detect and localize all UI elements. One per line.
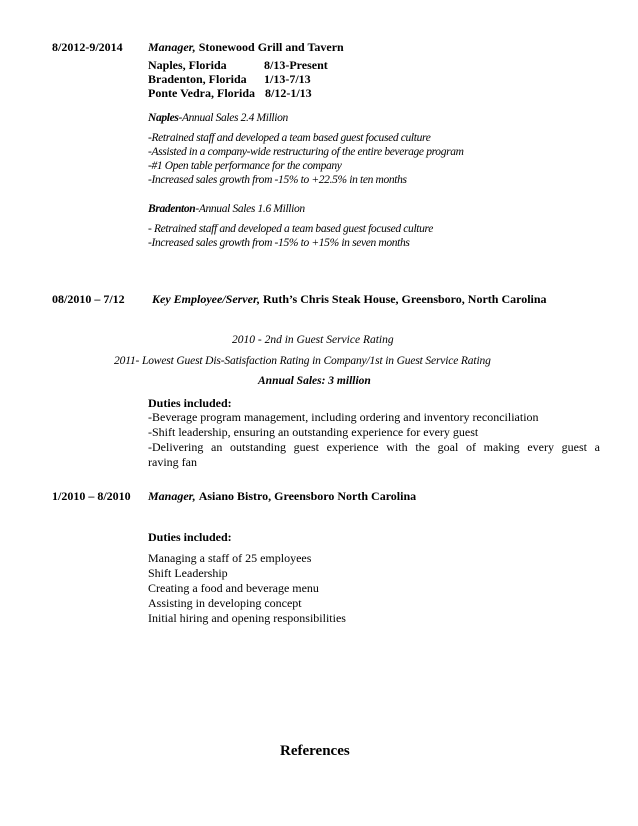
location-city: Bradenton, Florida bbox=[148, 72, 247, 86]
naples-label: Naples bbox=[148, 112, 179, 124]
duty-item: -Shift leadership, ensuring an outstanding experience for every guest bbox=[148, 425, 479, 439]
job3-dates: 1/2010 – 8/2010 bbox=[52, 489, 131, 503]
job1-location-bradenton bbox=[148, 72, 247, 87]
references-heading: References bbox=[280, 743, 350, 759]
job2-dates: 08/2010 – 7/12 bbox=[52, 292, 125, 306]
location-period: 8/13-Present bbox=[264, 58, 328, 72]
naples-bullet: -#1 Open table performance for the company bbox=[148, 160, 342, 172]
duty-item: Managing a staff of 25 employees bbox=[148, 551, 312, 565]
job1-heading bbox=[148, 40, 344, 55]
location-period: 8/12-1/13 bbox=[265, 86, 312, 100]
bradenton-sales: -Annual Sales 1.6 Million bbox=[195, 203, 305, 215]
duty-item: Initial hiring and opening responsibilities bbox=[148, 611, 346, 625]
job2-heading bbox=[152, 292, 547, 307]
job3-duties-heading: Duties included: bbox=[148, 530, 232, 544]
annual-sales: Annual Sales: 3 million bbox=[258, 375, 371, 387]
naples-bullet: -Retrained staff and developed a team based guest focused culture bbox=[148, 132, 431, 144]
duty-item: raving fan bbox=[148, 455, 197, 469]
job1-title: Manager, bbox=[148, 40, 196, 54]
award-line-1 bbox=[232, 334, 394, 346]
duty-item: -Delivering an outstanding guest experience with the goal of making every guest a bbox=[148, 440, 600, 454]
job2-duties-heading: Duties included: bbox=[148, 396, 232, 410]
location-period: 1/13-7/13 bbox=[264, 72, 311, 86]
bradenton-bullet: - Retrained staff and developed a team based guest focused culture bbox=[148, 223, 433, 235]
naples-bullet: -Assisted in a company-wide restructuring of the entire beverage program bbox=[148, 146, 464, 158]
location-city: Naples, Florida bbox=[148, 58, 227, 72]
award-text: - 2nd in Guest Service Rating bbox=[255, 334, 394, 346]
naples-sales-line bbox=[148, 112, 288, 124]
duty-item: -Beverage program management, including ordering and inventory reconciliation bbox=[148, 410, 539, 424]
duty-item: Shift Leadership bbox=[148, 566, 228, 580]
naples-bullet: -Increased sales growth from -15% to +22.5% in ten months bbox=[148, 174, 407, 186]
job1-location-naples bbox=[148, 58, 227, 73]
award-year: 2010 bbox=[232, 334, 255, 346]
duty-item: Creating a food and beverage menu bbox=[148, 581, 319, 595]
job2-title: Key Employee/Server, bbox=[152, 292, 260, 306]
job3-heading bbox=[148, 489, 416, 504]
bradenton-sales-line bbox=[148, 203, 305, 215]
job2-company: Ruth’s Chris Steak House, Greensboro, North Carolina bbox=[262, 292, 547, 306]
job1-company: Stonewood Grill and Tavern bbox=[198, 40, 344, 54]
award-line-2: 2011- Lowest Guest Dis-Satisfaction Rating in Company/1st in Guest Service Rating bbox=[114, 355, 491, 367]
location-city: Ponte Vedra, Florida bbox=[148, 86, 255, 100]
job1-location-ponte-vedra bbox=[148, 86, 255, 101]
job1-dates: 8/2012-9/2014 bbox=[52, 40, 123, 54]
duty-item: Assisting in developing concept bbox=[148, 596, 302, 610]
bradenton-bullet: -Increased sales growth from -15% to +15% in seven months bbox=[148, 237, 410, 249]
job3-company: Asiano Bistro, Greensboro North Carolina bbox=[198, 489, 417, 503]
naples-sales: -Annual Sales 2.4 Million bbox=[178, 112, 288, 124]
bradenton-label: Bradenton bbox=[148, 203, 196, 215]
job3-title: Manager, bbox=[148, 489, 196, 503]
